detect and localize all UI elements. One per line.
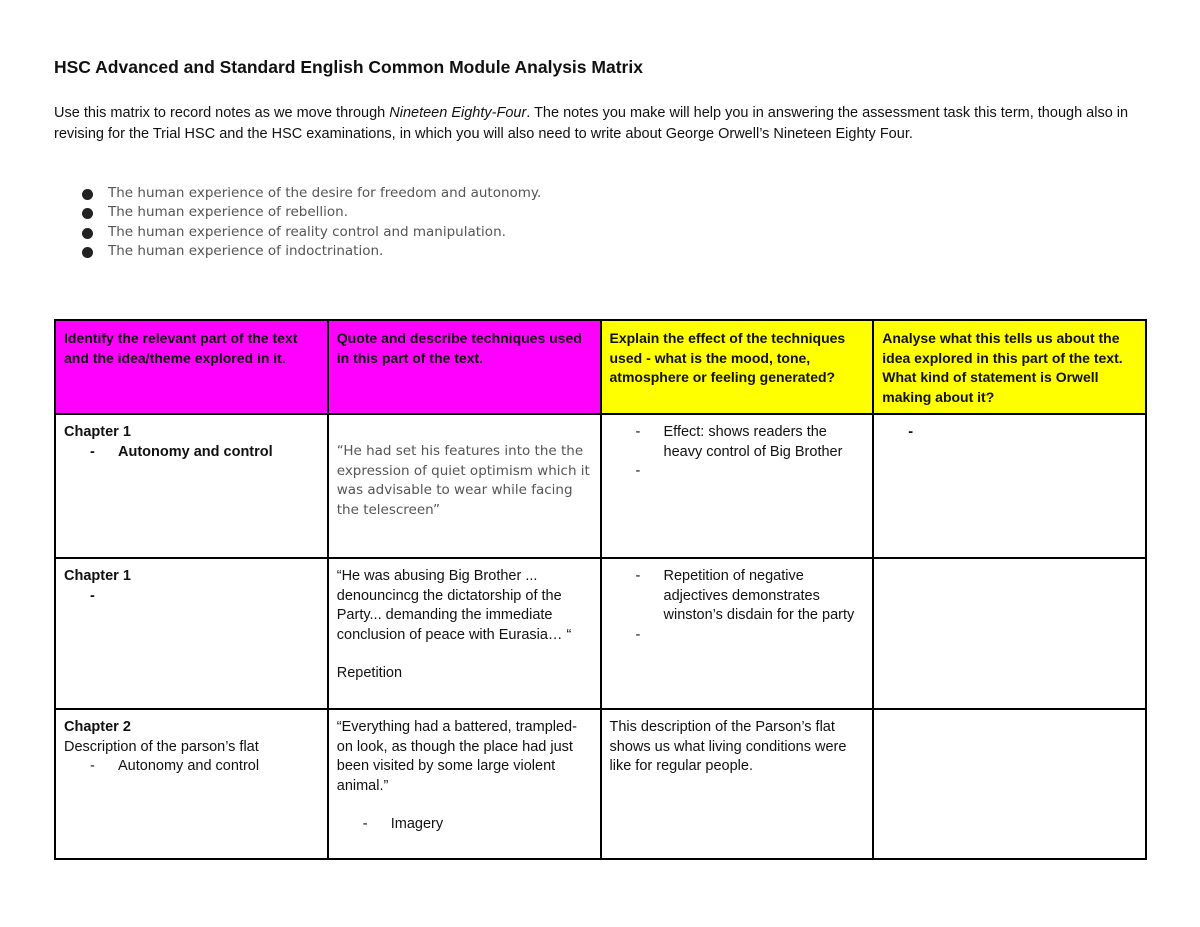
- effect-item: - Effect: shows readers the heavy control of Big Brother: [610, 423, 865, 462]
- description-text: Description of the parson’s flat: [64, 738, 259, 755]
- chapter-label: Chapter 2: [64, 719, 131, 735]
- header-identify: Identify the relevant part of the text and the idea/theme explored in it.: [55, 320, 328, 414]
- table-row: [55, 414, 1146, 558]
- empty-item: -: [635, 463, 641, 479]
- cell-identify: [55, 709, 328, 859]
- effect-text: This description of the Parson’s flat shows us what living conditions were like for regular people.: [609, 719, 847, 774]
- quote-text: “He was abusing Big Brother ... denouncincg the dictatorship of the Party... demanding the immediate conclusion of peace with Eurasia… “: [336, 568, 572, 643]
- bullet-icon: [82, 247, 93, 258]
- cell-quote: [328, 558, 601, 709]
- list-item: [82, 184, 541, 203]
- cell-effect: [601, 414, 874, 558]
- intro-text-end: . The notes you make will help you in answering the assessment task this term, though also in revising for the Trial HSC and the HSC examinations, in which you will also need to write about George Orwell’s Nineteen Eighty Four.: [54, 105, 1129, 142]
- table-row: [55, 709, 1146, 859]
- cell-analyse: [873, 709, 1146, 859]
- cell-analyse: [873, 414, 1146, 558]
- themes-list: [82, 184, 541, 261]
- list-item: [82, 223, 541, 242]
- intro-paragraph: [54, 103, 1154, 144]
- theme-text: The human experience of indoctrination.: [108, 242, 384, 259]
- chapter-label: Chapter 1: [64, 424, 131, 440]
- theme-text: The human experience of rebellion.: [108, 204, 348, 221]
- technique-text: Imagery: [390, 816, 444, 832]
- effect-item: - Repetition of negative adjectives demonstrates winston’s disdain for the party: [610, 567, 865, 626]
- idea-text: Autonomy and control: [118, 758, 260, 774]
- header-quote: Quote and describe techniques used in this part of the text.: [328, 320, 601, 414]
- bullet-icon: [82, 208, 93, 219]
- cell-quote: [328, 414, 601, 558]
- effect-text: Effect: shows readers the heavy control of Big Brother: [663, 424, 843, 460]
- chapter-label: Chapter 1: [64, 568, 131, 584]
- empty-item: -: [635, 626, 641, 643]
- list-item: [82, 203, 541, 222]
- quote-text: “Everything had a battered, trampled-on look, as though the place had just been visited by some large violent animal.”: [336, 719, 577, 794]
- cell-analyse: [873, 558, 1146, 709]
- effect-text: Repetition of negative adjectives demonstrates winston’s disdain for the party: [663, 568, 855, 623]
- technique-item: - Imagery: [337, 815, 592, 835]
- theme-text: The human experience of the desire for freedom and autonomy.: [108, 185, 542, 201]
- header-explain: Explain the effect of the techniques used - what is the mood, tone, atmosphere or feeling generated?: [601, 320, 874, 414]
- cell-effect: [601, 558, 874, 709]
- header-analyse: Analyse what this tells us about the idea explored in this part of the text. What kind of statement is Orwell making about it?: [873, 320, 1146, 414]
- list-item: [82, 242, 541, 261]
- theme-text: The human experience of reality control and manipulation.: [108, 223, 506, 240]
- bullet-icon: [82, 189, 93, 200]
- header-row: [55, 320, 1146, 414]
- cell-identify: [55, 558, 328, 709]
- cell-identify: [55, 414, 328, 558]
- intro-text-start: Use this matrix to record notes as we move through: [54, 105, 390, 121]
- cell-quote: [328, 709, 601, 859]
- table-row: [55, 558, 1146, 709]
- cell-effect: [601, 709, 874, 859]
- page-title: HSC Advanced and Standard English Common Module Analysis Matrix: [54, 57, 643, 77]
- bullet-icon: [82, 228, 93, 239]
- idea-text: Autonomy and control: [118, 443, 273, 460]
- quote-text: “He had set his features into the the expression of quiet optimism which it was advisable to wear while facing the telescreen”: [336, 443, 590, 518]
- book-title: Nineteen Eighty-Four: [389, 105, 527, 121]
- idea-item: [64, 587, 319, 607]
- idea-item: - Autonomy and control: [64, 757, 319, 777]
- idea-text: -: [90, 587, 95, 604]
- idea-item: - Autonomy and control: [64, 443, 319, 463]
- analysis-matrix-table: [54, 319, 1147, 860]
- technique-text: Repetition: [336, 665, 403, 681]
- analysis-text: -: [908, 424, 914, 440]
- analysis-item: [882, 423, 1137, 443]
